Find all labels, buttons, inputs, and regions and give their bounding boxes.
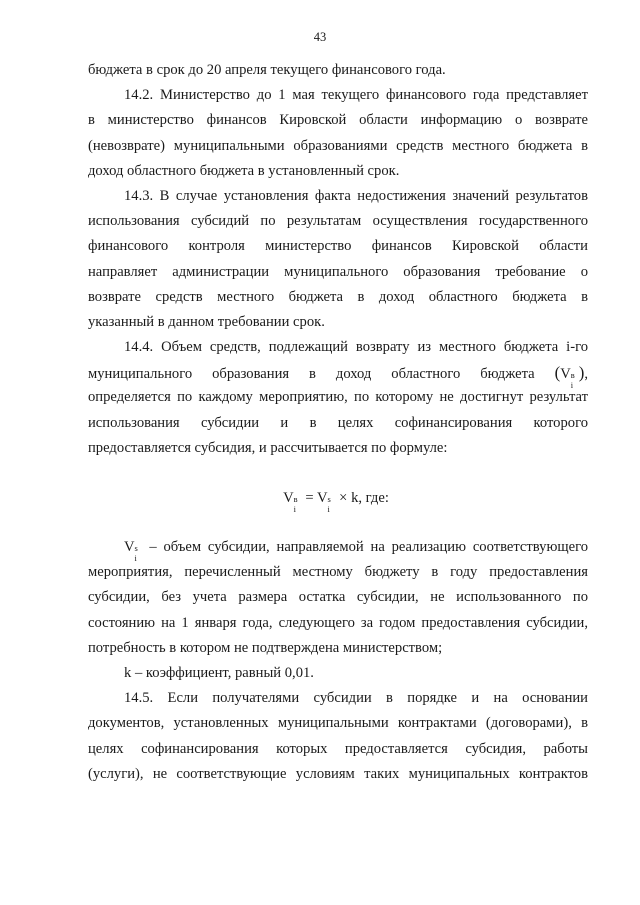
word: образования bbox=[212, 366, 290, 383]
text-line: целях софинансирования которых предоставляется субсидия, работы bbox=[88, 740, 588, 757]
paragraph-14-3-line: 14.3. В случае установления факта недостижения значений результатов bbox=[124, 187, 588, 204]
text-line: возврате средств местного бюджета в доход областного бюджета в bbox=[88, 288, 588, 305]
definition-line: V s i – объем субсидии, направляемой на реализацию соответствующего bbox=[124, 539, 588, 563]
text-line-with-symbol bbox=[88, 360, 588, 391]
word: муниципального bbox=[88, 366, 193, 383]
paragraph-14-4-line: 14.4. Объем средств, подлежащий возврату из местного бюджета i-го bbox=[124, 339, 588, 356]
text-line: документов, установленных муниципальными контрактами (договорами), в bbox=[88, 715, 588, 732]
definition-line: k – коэффициент, равный 0,01. bbox=[124, 664, 314, 681]
text-line: потребность в котором не подтверждена министерством; bbox=[88, 639, 443, 656]
page-number: 43 bbox=[313, 30, 327, 44]
text-line: предоставляется субсидия, и рассчитывается по формуле: bbox=[88, 439, 448, 456]
text-line: определяется по каждому мероприятию, по которому не достигнут результат bbox=[88, 389, 588, 406]
paragraph-14-5-line: 14.5. Если получателями субсидии в порядке и на основании bbox=[124, 690, 588, 707]
text-line: (невозврате) муниципальными образованиями средств местного бюджета в bbox=[88, 137, 588, 154]
symbol-v-i-s: V s i bbox=[124, 539, 138, 563]
text-line: бюджета в срок до 20 апреля текущего финансового года. bbox=[88, 62, 446, 78]
text-line: состоянию на 1 января года, следующего за годом предоставления субсидии, bbox=[88, 614, 588, 631]
text-line: мероприятия, перечисленный местному бюджету в году предоставления bbox=[88, 564, 588, 581]
symbol-v-i-b: (V в i ), bbox=[554, 363, 588, 391]
text-line: доход областного бюджета в установленный срок. bbox=[88, 162, 400, 179]
word: доход bbox=[335, 366, 372, 383]
formula: V в i = V s i × k, где: bbox=[283, 490, 389, 514]
text-line: субсидии, без учета размера остатка субсидии, не использованного по bbox=[88, 589, 588, 606]
text-line: финансового контроля министерство финансов Кировской области bbox=[88, 238, 588, 255]
text-line: (услуги), не соответствующие условиям таких муниципальных контрактов bbox=[88, 765, 588, 782]
text-line: указанный в данном требовании срок. bbox=[88, 313, 325, 330]
text-line: использования субсидий по результатам осуществления государственного bbox=[88, 213, 588, 230]
text-line: использования субсидии и в целях софинансирования которого bbox=[88, 414, 588, 431]
paragraph-14-2-line: 14.2. Министерство до 1 мая текущего финансового года представляет bbox=[124, 87, 588, 104]
document-body bbox=[88, 58, 588, 787]
word: бюджета bbox=[480, 366, 535, 383]
word: областного bbox=[391, 366, 461, 383]
text-line: в министерство финансов Кировской области информацию о возврате bbox=[88, 112, 588, 129]
word: в bbox=[309, 366, 316, 383]
text-line: направляет администрации муниципального образования требование о bbox=[88, 263, 588, 280]
